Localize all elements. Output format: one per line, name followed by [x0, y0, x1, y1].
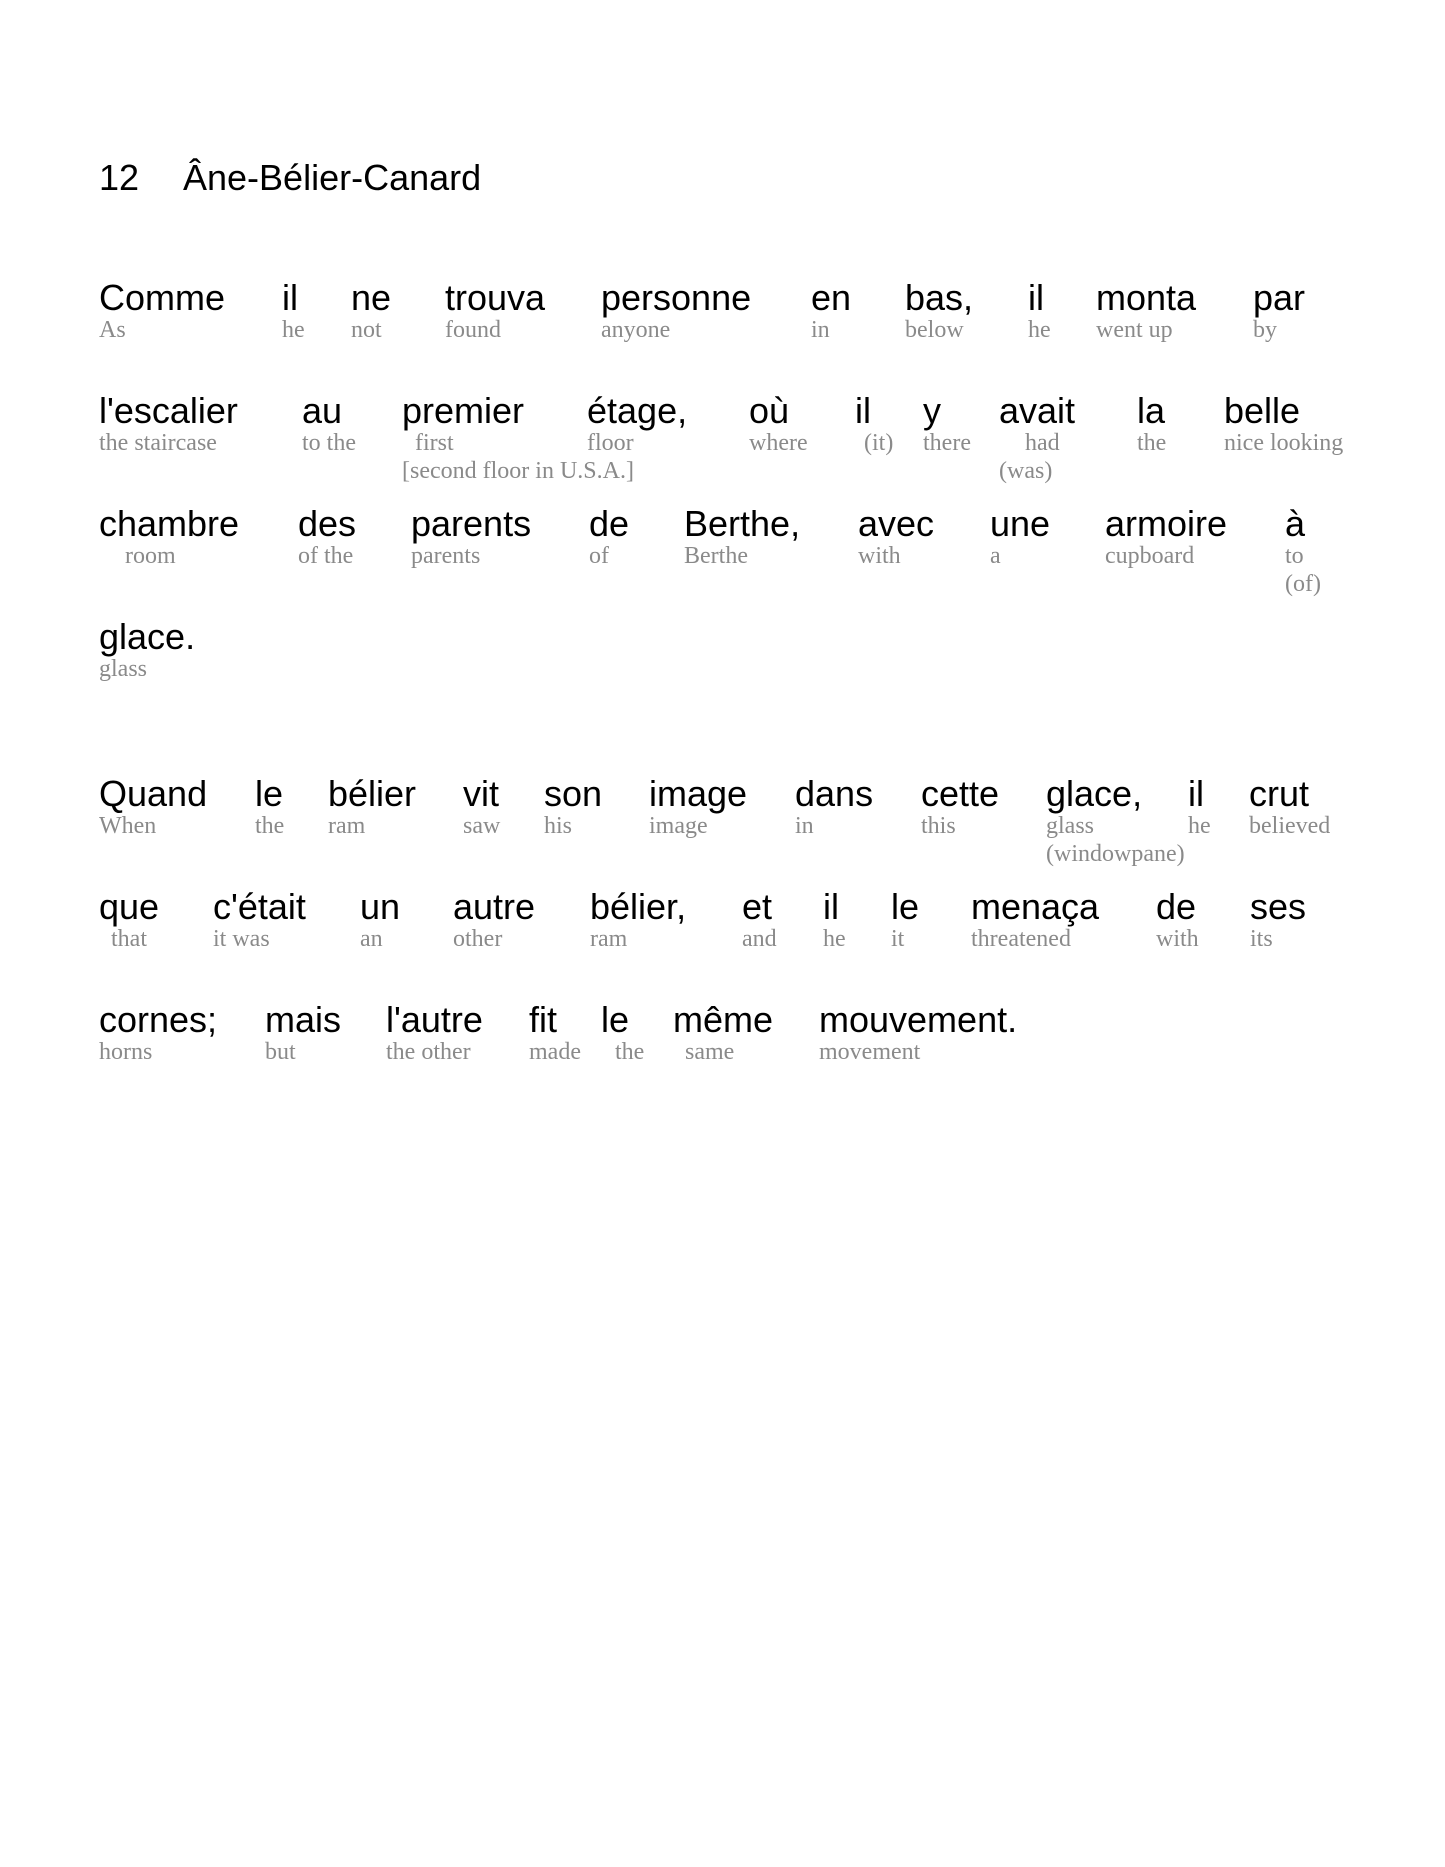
french-word: bas, [905, 277, 974, 318]
chapter-title: Âne-Bélier-Canard [183, 157, 482, 198]
french-word: dans [795, 773, 874, 814]
english-gloss: the [615, 1039, 645, 1065]
english-gloss: in [795, 813, 814, 839]
word-pair [298, 502, 356, 570]
word-pair [99, 885, 159, 953]
english-gloss: he [823, 926, 846, 952]
french-word: des [298, 503, 357, 544]
word-pair [1253, 276, 1305, 344]
french-word: et [742, 886, 773, 927]
english-gloss: (it) [864, 430, 894, 456]
english-gloss: it [891, 926, 905, 952]
french-word: la [1137, 390, 1166, 431]
word-pair [529, 998, 581, 1066]
english-gloss: he [1028, 317, 1051, 343]
word-pair [328, 772, 416, 840]
page-number: 12 [99, 157, 140, 198]
french-word: vit [463, 773, 499, 814]
word-pair [99, 998, 217, 1066]
french-word: il [1188, 773, 1204, 814]
french-word: c'était [213, 886, 306, 927]
french-word: avait [999, 390, 1076, 431]
text-line [0, 885, 1445, 995]
english-gloss: a [990, 543, 1001, 569]
french-word: de [589, 503, 630, 544]
word-pair [921, 772, 999, 840]
french-word: mouvement. [819, 999, 1018, 1040]
french-word: ne [351, 277, 392, 318]
french-word: son [544, 773, 603, 814]
word-pair [1096, 276, 1196, 344]
english-gloss: room [125, 543, 176, 569]
french-word: étage, [587, 390, 688, 431]
french-word: ses [1250, 886, 1307, 927]
french-word: autre [453, 886, 536, 927]
english-gloss: this [921, 813, 956, 839]
french-word: par [1253, 277, 1306, 318]
english-gloss: went up [1096, 317, 1173, 343]
word-pair [99, 389, 238, 457]
english-gloss: but [265, 1039, 296, 1065]
french-word: bélier [328, 773, 417, 814]
french-word: personne [601, 277, 752, 318]
english-gloss: an [360, 926, 383, 952]
word-pair [819, 998, 1017, 1066]
word-pair [255, 772, 284, 840]
word-pair [213, 885, 306, 953]
french-word: armoire [1105, 503, 1228, 544]
english-gloss: image [649, 813, 708, 839]
english-gloss: first [415, 430, 454, 456]
french-word: glace, [1046, 773, 1143, 814]
word-pair [649, 772, 747, 840]
word-pair [1285, 502, 1321, 598]
english-gloss: glass [99, 656, 147, 682]
french-word: cette [921, 773, 1000, 814]
word-pair [1249, 772, 1330, 840]
french-word: une [990, 503, 1051, 544]
text-line [0, 615, 1445, 725]
english-gloss: cupboard [1105, 543, 1195, 569]
french-word: premier [402, 390, 525, 431]
page-header [99, 157, 481, 199]
english-gloss: its [1250, 926, 1273, 952]
french-word: avec [858, 503, 935, 544]
word-pair [463, 772, 500, 840]
word-pair [990, 502, 1050, 570]
english-gloss-note: [second floor in U.S.A.] [402, 458, 634, 484]
english-gloss: to the [302, 430, 356, 456]
word-pair [971, 885, 1099, 953]
french-word: monta [1096, 277, 1197, 318]
english-gloss: As [99, 317, 126, 343]
french-word: glace. [99, 616, 196, 657]
french-word: Quand [99, 773, 208, 814]
word-pair [360, 885, 400, 953]
french-word: il [855, 390, 871, 431]
word-pair [601, 276, 751, 344]
english-gloss: the [255, 813, 285, 839]
english-gloss: there [923, 430, 971, 456]
english-gloss: his [544, 813, 573, 839]
french-word: fit [529, 999, 558, 1040]
word-pair [858, 502, 934, 570]
english-gloss: by [1253, 317, 1277, 343]
word-pair [673, 998, 773, 1066]
english-gloss: it was [213, 926, 270, 952]
word-pair [590, 885, 686, 953]
english-gloss: with [858, 543, 901, 569]
english-gloss: to [1285, 543, 1304, 569]
word-pair [589, 502, 629, 570]
english-gloss: had [1025, 430, 1060, 456]
english-gloss: found [445, 317, 501, 343]
english-gloss: believed [1249, 813, 1331, 839]
english-gloss: other [453, 926, 503, 952]
french-word: l'escalier [99, 390, 238, 431]
french-word: Berthe, [684, 503, 801, 544]
english-gloss: parents [411, 543, 481, 569]
word-pair [999, 389, 1075, 485]
text-line [0, 772, 1445, 882]
text-line [0, 389, 1445, 499]
word-pair [1028, 276, 1051, 344]
english-gloss: where [749, 430, 808, 456]
text-line [0, 276, 1445, 386]
word-pair [453, 885, 535, 953]
word-pair [265, 998, 341, 1066]
english-gloss: the other [386, 1039, 471, 1065]
english-gloss: horns [99, 1039, 153, 1065]
french-word: où [749, 390, 790, 431]
word-pair [1137, 389, 1166, 457]
word-pair [99, 502, 239, 570]
word-pair [445, 276, 545, 344]
word-pair [811, 276, 851, 344]
french-word: le [891, 886, 920, 927]
word-pair [587, 389, 687, 457]
english-gloss: floor [587, 430, 634, 456]
word-pair [823, 885, 846, 953]
word-pair [411, 502, 531, 570]
english-gloss: and [742, 926, 777, 952]
french-word: bélier, [590, 886, 687, 927]
word-pair [386, 998, 483, 1066]
word-pair [795, 772, 873, 840]
english-gloss: made [529, 1039, 581, 1065]
english-gloss: the staircase [99, 430, 217, 456]
english-gloss-note: (windowpane) [1046, 841, 1185, 867]
word-pair [601, 998, 644, 1066]
french-word: crut [1249, 773, 1310, 814]
english-gloss-note: (was) [999, 458, 1053, 484]
word-pair [1046, 772, 1185, 868]
word-pair [1224, 389, 1343, 457]
english-gloss: below [905, 317, 964, 343]
french-word: il [823, 886, 839, 927]
french-word: chambre [99, 503, 240, 544]
french-word: il [282, 277, 298, 318]
french-word: parents [411, 503, 532, 544]
english-gloss: movement [819, 1039, 921, 1065]
french-word: Comme [99, 277, 226, 318]
english-gloss: he [282, 317, 305, 343]
english-gloss: the [1137, 430, 1167, 456]
english-gloss: When [99, 813, 157, 839]
french-word: il [1028, 277, 1044, 318]
french-word: même [673, 999, 774, 1040]
french-word: en [811, 277, 852, 318]
word-pair [749, 389, 808, 457]
english-gloss: glass [1046, 813, 1094, 839]
text-line [0, 998, 1445, 1108]
word-pair [891, 885, 919, 953]
english-gloss: that [111, 926, 147, 952]
french-word: l'autre [386, 999, 483, 1040]
word-pair [1188, 772, 1211, 840]
word-pair [1156, 885, 1199, 953]
english-gloss: Berthe [684, 543, 748, 569]
french-word: y [923, 390, 941, 431]
french-word: mais [265, 999, 342, 1040]
french-word: menaça [971, 886, 1100, 927]
french-word: à [1285, 503, 1306, 544]
english-gloss: with [1156, 926, 1199, 952]
word-pair [855, 389, 893, 457]
english-gloss: of the [298, 543, 354, 569]
word-pair [905, 276, 973, 344]
word-pair [1250, 885, 1306, 953]
french-word: cornes; [99, 999, 218, 1040]
french-word: le [255, 773, 284, 814]
word-pair [99, 772, 207, 840]
word-pair [544, 772, 602, 840]
english-gloss: same [685, 1039, 735, 1065]
french-word: trouva [445, 277, 546, 318]
word-pair [1105, 502, 1227, 570]
french-word: un [360, 886, 401, 927]
text-line [0, 502, 1445, 612]
word-pair [742, 885, 777, 953]
word-pair [923, 389, 971, 457]
english-gloss: ram [328, 813, 366, 839]
english-gloss-note: (of) [1285, 571, 1321, 597]
english-gloss: not [351, 317, 382, 343]
french-word: le [601, 999, 630, 1040]
french-word: de [1156, 886, 1197, 927]
english-gloss: ram [590, 926, 628, 952]
word-pair [99, 276, 225, 344]
word-pair [282, 276, 305, 344]
word-pair [99, 615, 195, 683]
english-gloss: nice looking [1224, 430, 1344, 456]
french-word: image [649, 773, 748, 814]
english-gloss: threatened [971, 926, 1071, 952]
word-pair [302, 389, 356, 457]
french-word: belle [1224, 390, 1301, 431]
french-word: que [99, 886, 160, 927]
english-gloss: in [811, 317, 830, 343]
word-pair [684, 502, 800, 570]
english-gloss: anyone [601, 317, 671, 343]
word-pair [351, 276, 391, 344]
english-gloss: saw [463, 813, 501, 839]
english-gloss: he [1188, 813, 1211, 839]
french-word: au [302, 390, 343, 431]
english-gloss: of [589, 543, 609, 569]
